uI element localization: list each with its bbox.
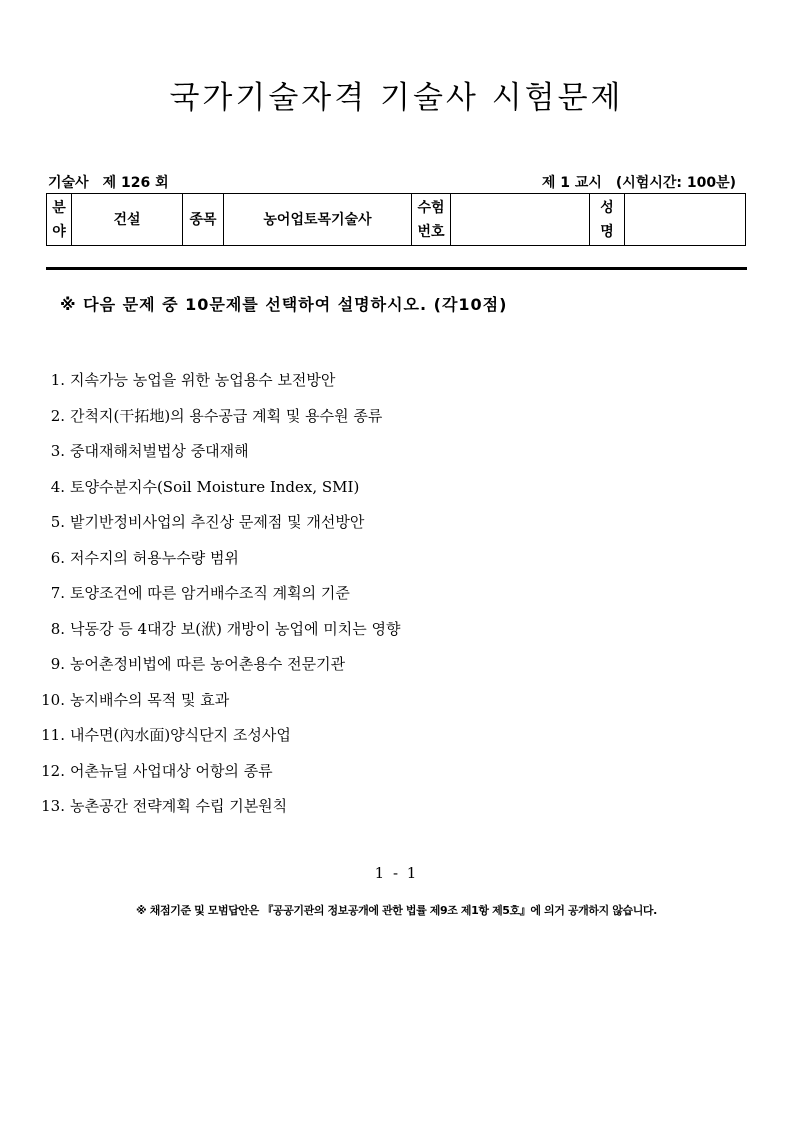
page-title: 국가기술자격 기술사 시험문제 (169, 80, 624, 116)
page-number: 1 - 1 (374, 864, 419, 882)
exam-no-label-line2: 번호 (417, 223, 445, 240)
exam-no-label-cell (412, 194, 451, 246)
question-number: 12. (41, 761, 65, 780)
question-item (38, 617, 400, 653)
question-number: 10. (41, 690, 65, 709)
question-number: 1. (50, 371, 65, 389)
question-number: 4. (50, 477, 65, 496)
question-text: 낙동강 등 4대강 보(洑) 개방이 농업에 미치는 영향 (70, 619, 401, 638)
question-item (38, 794, 400, 830)
footer-note: ※ 채점기준 및 모범답안은 『공공기관의 정보공개에 관한 법률 제9조 제1항 제5호』에 의거 공개하지 않습니다. (136, 904, 657, 917)
question-number: 9. (50, 655, 65, 673)
field-label-line2: 야 (52, 223, 66, 240)
question-item (38, 439, 400, 475)
exam-info-row (47, 194, 746, 246)
field-label-cell (47, 194, 72, 246)
exam-category: 기술사 (48, 175, 89, 191)
instruction: ※ 다음 문제 중 10문제를 선택하여 설명하시오. (각10점) (60, 295, 508, 314)
exam-no-label-line1: 수험 (417, 199, 445, 216)
question-text: 내수면(內水面)양식단지 조성사업 (70, 726, 291, 744)
question-item (38, 688, 400, 724)
question-list (38, 368, 400, 830)
question-text: 지속가능 농업을 위한 농업용수 보전방안 (70, 371, 336, 389)
question-item (38, 368, 400, 404)
question-text: 저수지의 허용누수량 범위 (70, 548, 239, 567)
question-item (38, 510, 400, 546)
question-number: 8. (50, 619, 65, 638)
exam-no-field[interactable] (451, 194, 590, 246)
question-item (38, 404, 400, 440)
question-text: 농지배수의 목적 및 효과 (70, 690, 230, 709)
exam-info-table (46, 193, 746, 246)
question-item (38, 723, 400, 759)
question-item (38, 581, 400, 617)
question-text: 농어촌정비법에 따른 농어촌용수 전문기관 (70, 655, 346, 673)
question-item (38, 475, 400, 511)
question-item (38, 759, 400, 795)
type-label: 종목 (183, 194, 224, 246)
question-text: 토양수분지수(Soil Moisture Index, SMI) (70, 477, 360, 496)
question-text: 어촌뉴딜 사업대상 어항의 종류 (70, 761, 273, 780)
question-text: 토양조건에 따른 암거배수조직 계획의 기준 (70, 584, 350, 602)
field-label-line1: 분 (52, 199, 66, 216)
question-number: 2. (50, 406, 65, 425)
name-field[interactable] (625, 194, 746, 246)
exam-round: 제 126 회 (102, 175, 169, 191)
exam-time: (시험시간: 100분) (615, 175, 736, 191)
question-number: 13. (41, 797, 65, 815)
exam-period: 제 1 교시 (541, 175, 602, 191)
name-label-cell (590, 194, 625, 246)
question-number: 11. (41, 726, 65, 744)
question-text: 간척지(干拓地)의 용수공급 계획 및 용수원 종류 (70, 406, 383, 425)
name-label-line2: 명 (600, 223, 614, 240)
question-number: 6. (50, 548, 65, 567)
question-text: 농촌공간 전략계획 수립 기본원칙 (70, 797, 288, 815)
field-value: 건설 (72, 194, 183, 246)
type-value: 농어업토목기술사 (224, 194, 412, 246)
question-number: 3. (50, 442, 65, 460)
exam-meta-right (542, 172, 736, 192)
question-text: 밭기반정비사업의 추진상 문제점 및 개선방안 (70, 513, 365, 531)
question-item (38, 652, 400, 688)
exam-meta-left (48, 172, 169, 192)
question-number: 7. (50, 584, 65, 602)
divider-rule (46, 267, 747, 270)
question-item (38, 546, 400, 582)
question-number: 5. (50, 513, 65, 531)
name-label-line1: 성 (600, 199, 614, 216)
question-text: 중대재해처벌법상 중대재해 (70, 442, 249, 460)
